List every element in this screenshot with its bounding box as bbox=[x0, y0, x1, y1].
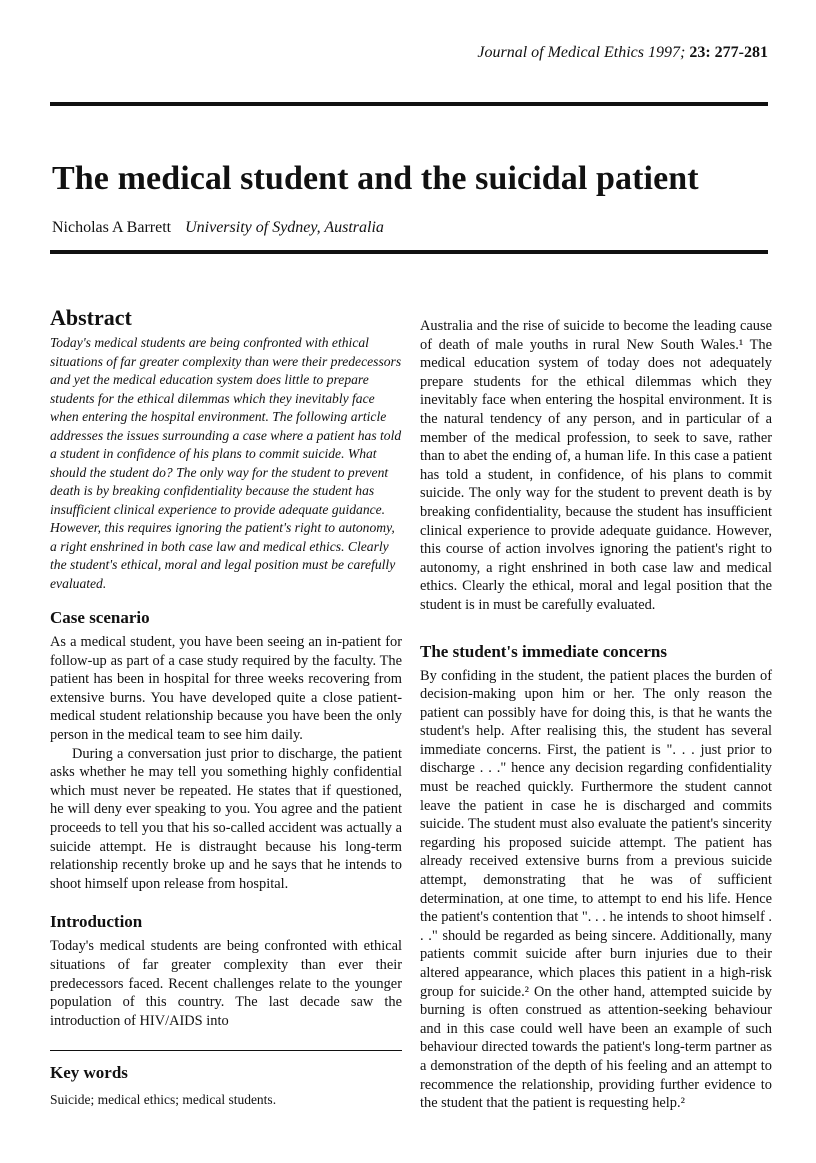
left-column bbox=[50, 300, 402, 1109]
abstract-heading: Abstract bbox=[50, 305, 132, 330]
right-column bbox=[420, 317, 772, 1113]
author-name: Nicholas A Barrett bbox=[52, 219, 172, 236]
journal-pages: 277-281 bbox=[714, 44, 768, 61]
journal-volume: 23: bbox=[689, 44, 711, 61]
introduction-heading: Introduction bbox=[50, 912, 143, 932]
introduction-paragraph-1: Today's medical students are being confronted with ethical situations of far greater complexity than ever their predecessors faced. Recent challenges relate to the younger population of this country. The last decade saw the introduction of HIV/AIDS into bbox=[50, 938, 402, 1029]
keywords-text: Suicide; medical ethics; medical students. bbox=[50, 1092, 277, 1108]
title-rule bbox=[50, 250, 768, 254]
case-scenario-heading: Case scenario bbox=[50, 608, 150, 627]
header-rule bbox=[50, 102, 768, 106]
byline bbox=[52, 219, 384, 237]
concerns-heading: The student's immediate concerns bbox=[420, 641, 667, 661]
article-title: The medical student and the suicidal patient bbox=[52, 160, 699, 197]
journal-name: Journal of Medical Ethics 1997; bbox=[477, 44, 686, 61]
introduction-section bbox=[50, 911, 402, 1030]
concerns-paragraph-1: By confiding in the student, the patient places the burden of decision-making upon him or her. The only reason the patient can possibly have for doing this, is that he wants the student's help. After realising this, the student has several immediate concerns. First, the patient is ". . . just prior to discharge . . ." hence any decision regarding confidentiality must be reached quickly. Furthermore the student cannot leave the patient in case he is discharged and commits suicide. The student must also evaluate the patient's sincerity regarding his proposed suicide attempt. The patient has already received extensive burns from a previous suicide attempt, demonstrating that he was of sufficient determination, at one time, to attempt to end his life. Hence the patient's contention that ". . . he intends to shoot himself . . ." should be regarded as being sincere. Additionally, many patients commit suicide after burn injuries due to their altered appearance, which places this patient in a high-risk group for suicide.² On the other hand, attempted suicide by burning is often construed as attention-seeking behaviour and in this case could well have been an example of such behaviour directed towards the patient's long-term partner as a demonstration of the depth of his feeling and an attempt to recommence the relationship, providing further evidence to the student that the patient is requesting help.² bbox=[420, 667, 772, 1112]
concerns-section bbox=[420, 641, 772, 1113]
keywords-rule bbox=[50, 1050, 402, 1051]
case-scenario-paragraph-2: During a conversation just prior to discharge, the patient asks whether he may tell you something highly confidential which must never be repeated. He states that if questioned, he will deny ever speaking to you. You agree and the patient proceeds to tell you that his so-called accident was actually a suicide attempt. He is distraught because his long-term relationship recently broke up and he says that he intends to shoot himself upon release from hospital. bbox=[50, 745, 402, 892]
case-scenario-paragraph-1: As a medical student, you have been seeing an in-patient for follow-up as part of a case study required by the faculty. The patient has been in hospital for three weeks recovering from extensive burns. You have developed quite a close patient-medical student relationship because you have been the only person in the medical team to see him daily. bbox=[50, 634, 402, 743]
abstract-text: Today's medical students are being confronted with ethical situations of far greater complexity than were their predecessors and yet the medical education system does little to prepare students for the ethical dilemmas which they inevitably face when entering the hospital environment. The following article addresses the issues surrounding a case where a patient has told a student in confidence of his plans to commit suicide. What should the student do? The only way for the student to prevent death is by breaking confidentiality because the student has insufficient clinical experience to provide adequate guidance. However, this requires ignoring the patient's right to autonomy, a right enshrined in both case law and medical ethics. Clearly the student's ethical, moral and legal position must be carefully evaluated. bbox=[50, 335, 402, 591]
introduction-paragraph-1-continued: Australia and the rise of suicide to become the leading cause of death of male youths in rural New South Wales.¹ The medical education system of today does not adequately prepare students for the ethical dilemmas which they inevitably face when entering the hospital environment. It is the natural tendency of any person, and in particular of a member of the medical profession, to seek to save, rather than to abet the ending of, a human life. In this case a patient has told a student, in confidence, of his plans to commit suicide. The only way for the student to prevent death is by breaking confidentiality, because the student has insufficient clinical experience to provide adequate guidance. However, this course of action involves ignoring the patient's right to autonomy, a right enshrined in both case law and medical ethics. Clearly the ethical, moral and legal position that the student is in must be carefully evaluated. bbox=[420, 318, 772, 613]
author-affiliation: University of Sydney, Australia bbox=[185, 219, 384, 236]
case-scenario-section bbox=[50, 607, 402, 893]
keywords-heading: Key words bbox=[50, 1063, 128, 1083]
journal-citation bbox=[477, 44, 768, 62]
